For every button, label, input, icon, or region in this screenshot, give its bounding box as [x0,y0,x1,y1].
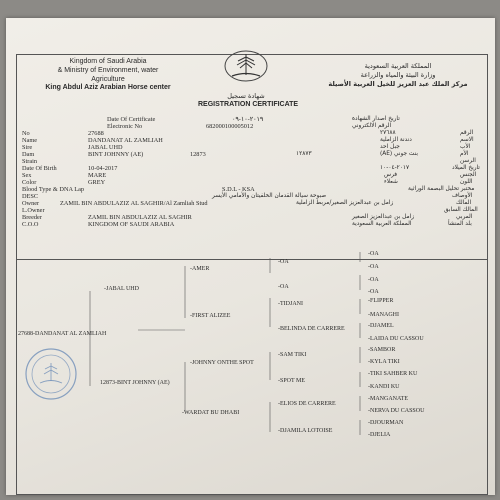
pedigree-g4-3: -OA [368,277,379,283]
electronic-no-ar: الرقم الالكتروني [352,123,392,129]
field-strain-label: Strain [22,158,38,165]
pedigree-ss-dam: -OA [278,284,289,290]
pedigree-g4-11: -TIKI SAHBER KU [368,371,418,377]
coo-label: C.O.O [22,221,39,228]
field-sex-value: MARE [88,172,107,179]
pedigree-sire-sire: -AMER [190,266,210,272]
electronic-no-label: Electronic No [107,123,143,130]
pedigree-g4-15: -DJOURMAN [368,420,404,426]
pedigree-ds-sire: -SAM TIKI [278,352,307,358]
pedigree-g4-5: -FLIPPER [368,298,394,304]
field-color-label: Color [22,179,37,186]
field-no-value: 27688 [88,130,104,137]
field-dob-value: 10-04-2017 [88,165,118,172]
blood-type-label: Blood Type & DNA Lap [22,186,85,193]
field-dam-label: Dam [22,151,35,158]
header-ar-line1: المملكة العربية السعودية [364,62,432,70]
pedigree-dd-dam: -DJAMILA LOTOISE [278,428,333,434]
pedigree-horse: 27688-DANDANAT AL ZAMLIAH [18,331,107,337]
field-color-value: GREY [88,179,106,186]
pedigree-g4-16: -DJELIA [368,432,391,438]
pedigree-g4-12: -KANDI KU [368,384,400,390]
coo-ar-label: بلد المنشأ [448,221,472,227]
field-sire-label: Sire [22,144,33,151]
blood-type-ar: مختبر تحليل البصمة الوراثية [408,186,475,192]
breeder-label: Breeder [22,214,42,221]
field-no-ar-value: ٢٧٦٨٨ [380,130,396,136]
field-name-value: DANDANAT AL ZAMLIAH [88,137,163,144]
desc-ar-value: صبوحة سيالة القدمان الخلفيتان والأمامي الأيسر [212,193,327,199]
field-dam-value: BINT JOHNNY (AE) [88,151,144,158]
coo-value: KINGDOM OF SAUDI ARABIA [88,221,175,228]
date-of-certificate-ar: تاريخ اصدار الشهادة [352,116,400,122]
owner-ar-value: زامل بن عبدالعزيز الصغير/مربط الزاملية [296,200,394,206]
owner-value: ZAMIL BIN ABDULAZIZ AL SAGHIR/Al Zamliah Stud [60,200,208,207]
pedigree-sire-dam: -FIRST ALIZEE [190,313,231,319]
pedigree-g4-1: -OA [368,251,379,257]
field-name-label: Name [22,137,38,144]
owner-ar-label: المالك [456,200,472,206]
field-no-ar-label: الرقم [460,130,474,136]
field-sex-ar-value: فرس [384,172,398,178]
pedigree-sd-sire: -TIDJANI [278,301,303,307]
pedigree-ds-dam: -SPOT ME [278,378,306,384]
header-en-line2: & Ministry of Environment, water [57,66,159,74]
desc-label: DESC [22,193,39,200]
field-sire-ar-label: الأب [460,144,471,150]
owner-label: Owner [22,200,40,207]
header-en-line1: Kingdom of Saudi Arabia [69,58,147,65]
field-color-ar-value: شعلاء [384,179,398,185]
header-en-line3: Agriculture [91,75,125,83]
pedigree-g4-4: -OA [368,289,379,295]
electronic-no-value: 682000100005012 [206,123,254,130]
official-seal-icon [24,347,78,401]
pedigree-g4-8: -LAIDA DU CASSOU [368,336,424,342]
field-name-ar-label: الاسم [460,137,474,143]
arabic-title: شهادة تسجيل [227,92,265,100]
pedigree-dam-sire: -JOHNNY ONTHE SPOT [190,360,254,366]
lowner-label: L.Owner [22,207,45,214]
pedigree-dd-sire: -ELIOS DE CARRERE [278,401,336,407]
pedigree-g4-14: -NERVA DU CASSOU [368,408,425,414]
dam-number: 12873 [190,151,206,158]
dam-number-ar: ١٢٨٧٣ [296,151,312,157]
sdl-value: S.D.L - KSA [222,186,255,193]
field-color-ar-label: اللون [460,179,473,185]
pedigree-g4-6: -MANAGHI [368,312,399,318]
pedigree-sire: -JABAL UHD [104,286,139,292]
pedigree-g4-7: -DJAMEL [368,323,394,329]
date-of-certificate-value: ٢٠١٩-١٠-٠٩ [232,116,264,123]
field-sex-label: Sex [22,172,32,179]
pedigree-sd-dam: -BELINDA DE CARRERE [278,326,345,332]
header-en-line4: King Abdul Aziz Arabian Horse center [45,84,171,92]
field-dob-label: Date Of Birth [22,165,57,172]
field-sire-ar-value: جبل احد [380,144,400,150]
field-name-ar-value: دندنة الزاملية [380,137,412,143]
pedigree-g4-2: -OA [368,264,379,270]
breeder-ar-value: زامل بن عبدالعزيز الصغير [352,214,415,220]
field-dam-ar-label: الأم [460,151,469,157]
pedigree-g4-9: -SAMBOR [368,347,396,353]
field-strain-ar-label: الرسن [460,158,476,164]
lowner-ar-label: المالك السابق [444,207,478,213]
breeder-ar-label: المربي [456,214,473,220]
pedigree-g4-10: -KYLA TIKI [368,359,400,365]
header-ar-line2: وزارة البيئة والمياه والزراعة [360,70,436,79]
certificate-title: REGISTRATION CERTIFICATE [198,101,299,108]
desc-ar-label: الأوصاف [452,193,473,199]
field-sire-value: JABAL UHD [88,144,123,151]
coo-ar-value: المملكة العربية السعودية [352,221,412,227]
date-of-certificate-label: Date Of Certificate [107,116,156,123]
field-dam-ar-value: بنت جوني (AE) [380,151,418,157]
field-sex-ar-label: الجنس [460,172,477,178]
pedigree-dam-dam: -WARDAT BU DHABI [182,410,240,416]
pedigree-dam: 12873-BINT JOHNNY (AE) [100,380,170,386]
pedigree-g4-13: -MANGANATE [368,396,408,402]
pedigree-ss-sire: -OA [278,259,289,265]
field-no-label: No [22,130,30,137]
breeder-value: ZAMIL BIN ABDULAZIZ AL SAGHIR [88,214,192,221]
field-dob-ar-value: ٢٠١٧-٠٤-١٠ [380,165,410,171]
field-dob-ar-label: تاريخ الميلاد [452,165,480,171]
header-ar-line3: مركز الملك عبد العزيز للخيل العربية الأصيلة [328,79,468,88]
